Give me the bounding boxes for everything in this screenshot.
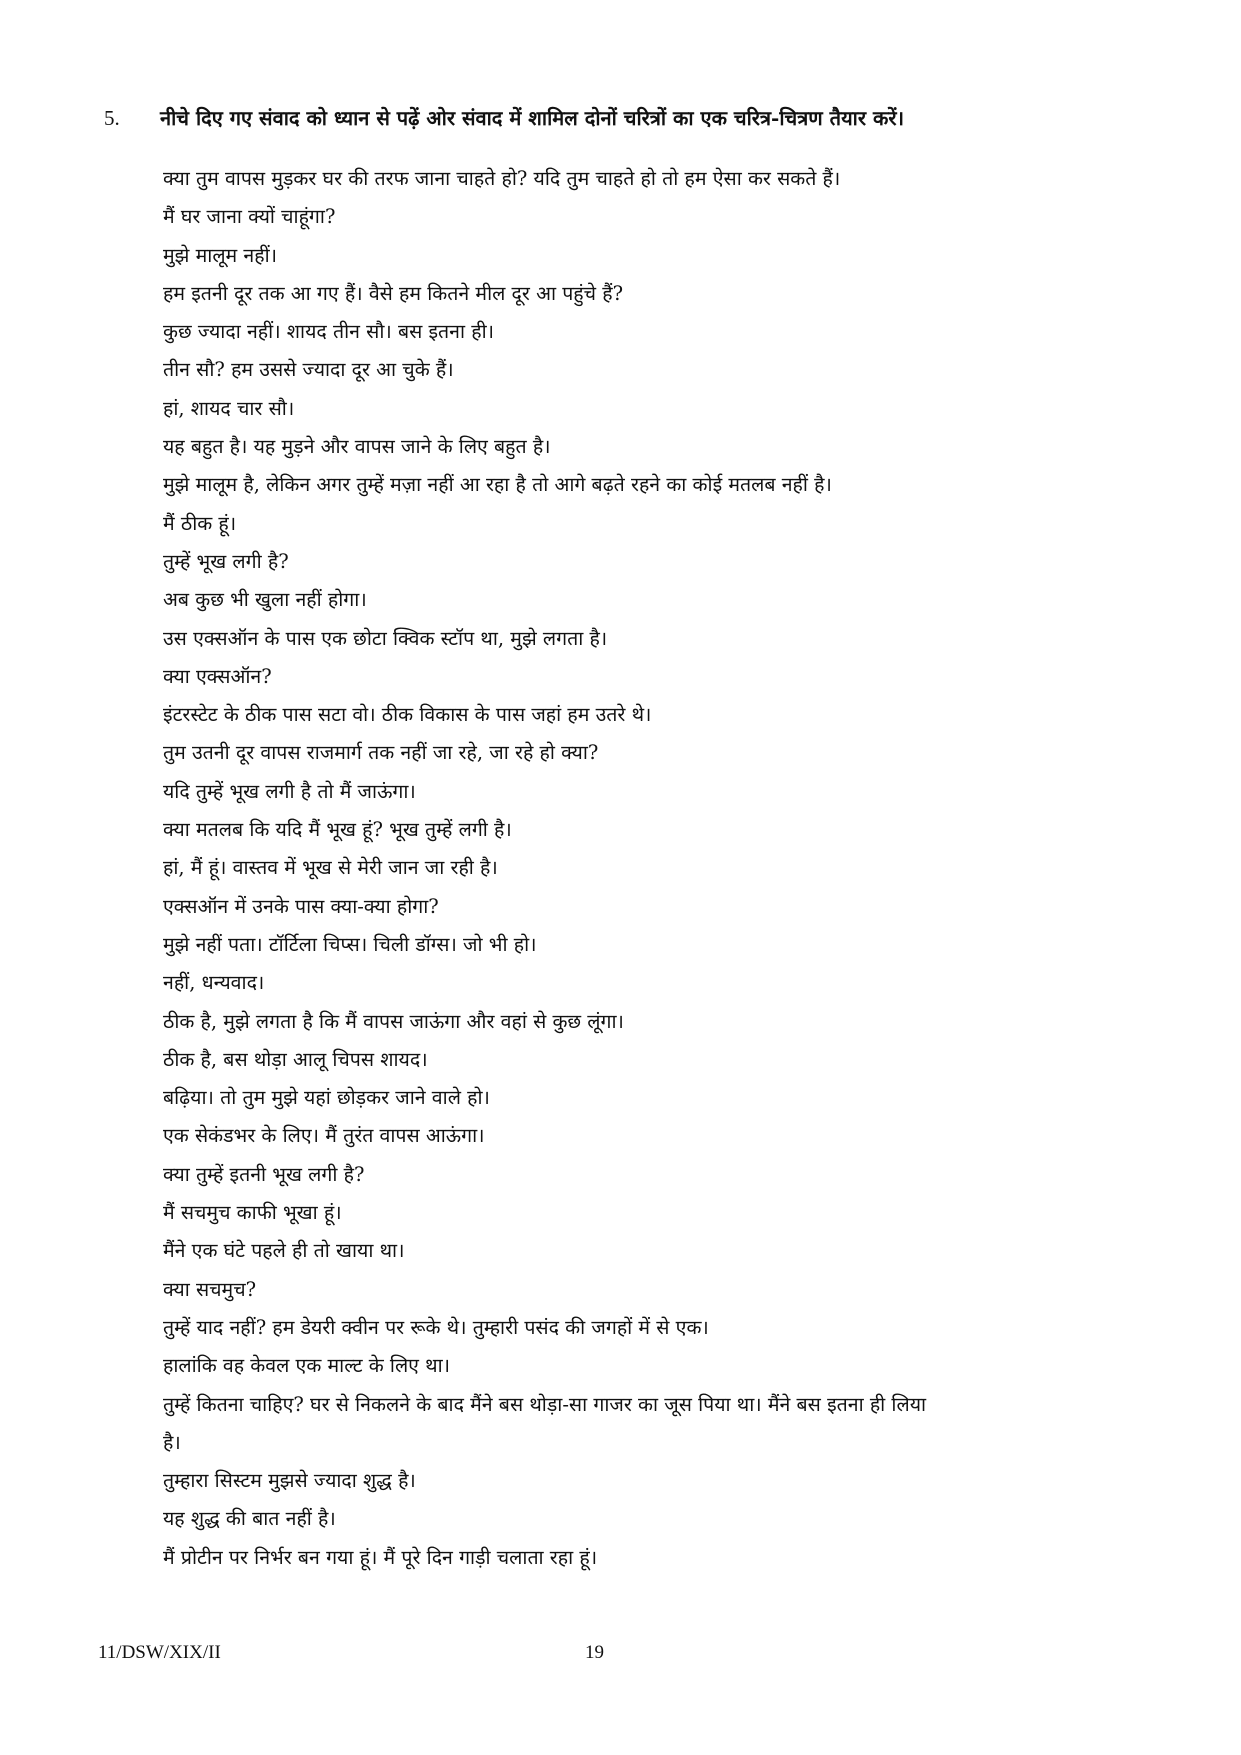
dialogue-line: यदि तुम्हें भूख लगी है तो मैं जाऊंगा। — [163, 779, 416, 803]
dialogue-line: एक्सऑन में उनके पास क्या-क्या होगा? — [163, 894, 439, 918]
dialogue-line: क्या सचमुच? — [163, 1277, 257, 1301]
dialogue-line: यह बहुत है। यह मुड़ने और वापस जाने के लिए बहुत है। — [163, 435, 551, 459]
dialogue-line: हम इतनी दूर तक आ गए हैं। वैसे हम कितने मील दूर आ पहुंचे हैं? — [163, 281, 624, 305]
dialogue-line: नहीं, धन्यवाद। — [163, 971, 265, 995]
dialogue-line: मैंने एक घंटे पहले ही तो खाया था। — [163, 1239, 405, 1263]
dialogue-line: हालांकि वह केवल एक माल्ट के लिए था। — [163, 1354, 451, 1378]
dialogue-line: एक सेकंडभर के लिए। मैं तुरंत वापस आऊंगा। — [163, 1124, 485, 1148]
dialogue-line: तुम्हें कितना चाहिए? घर से निकलने के बाद मैंने बस थोड़ा-सा गाजर का जूस पिया था। मैंने बस इतना ही लिया — [163, 1392, 927, 1416]
dialogue-line: क्या एक्सऑन? — [163, 664, 272, 688]
dialogue-line: क्या तुम्हें इतनी भूख लगी है? — [163, 1162, 365, 1186]
dialogue-line: है। — [163, 1430, 181, 1454]
dialogue-line: अब कुछ भी खुला नहीं होगा। — [163, 588, 367, 612]
page-number: 19 — [585, 1642, 604, 1663]
dialogue-line: मैं ठीक हूं। — [163, 511, 237, 535]
dialogue-line: मुझे नहीं पता। टॉर्टिला चिप्स। चिली डॉग्स। जो भी हो। — [163, 932, 537, 956]
question-text: नीचे दिए गए संवाद को ध्यान से पढ़ें ओर संवाद में शामिल दोनों चरित्रों का एक चरित्र-चित्रण तैयार करें। — [160, 106, 905, 130]
dialogue-line: तीन सौ? हम उससे ज्यादा दूर आ चुके हैं। — [163, 358, 454, 382]
dialogue-line: ठीक है, मुझे लगता है कि मैं वापस जाऊंगा और वहां से कुछ लूंगा। — [163, 1009, 624, 1033]
dialogue-line: तुम्हें भूख लगी है? — [163, 549, 289, 573]
dialogue-line: क्या मतलब कि यदि मैं भूख हूं? भूख तुम्हें लगी है। — [163, 818, 512, 842]
question-number: 5. — [104, 106, 120, 130]
dialogue-line: क्या तुम वापस मुड़कर घर की तरफ जाना चाहते हो? यदि तुम चाहते हो तो हम ऐसा कर सकते हैं। — [163, 167, 841, 190]
dialogue-line: मुझे मालूम है, लेकिन अगर तुम्हें मज़ा नहीं आ रहा है तो आगे बढ़ते रहने का कोई मतलब नहीं है। — [163, 473, 832, 497]
dialogue-line: मैं घर जाना क्यों चाहूंगा? — [163, 205, 336, 229]
dialogue-line: हां, मैं हूं। वास्तव में भूख से मेरी जान जा रही है। — [163, 856, 498, 880]
dialogue-line: तुम्हें याद नहीं? हम डेयरी क्वीन पर रूके थे। तुम्हारी पसंद की जगहों में से एक। — [163, 1315, 709, 1339]
document-code: 11/DSW/XIX/II — [98, 1642, 221, 1663]
dialogue-line: मैं सचमुच काफी भूखा हूं। — [163, 1201, 342, 1225]
dialogue-line: मैं प्रोटीन पर निर्भर बन गया हूं। मैं पूरे दिन गाड़ी चलाता रहा हूं। — [163, 1545, 598, 1569]
dialogue-line: मुझे मालूम नहीं। — [163, 243, 278, 267]
dialogue-line: तुम्हारा सिस्टम मुझसे ज्यादा शुद्ध है। — [163, 1469, 416, 1493]
dialogue-line: उस एक्सऑन के पास एक छोटा क्विक स्टॉप था, मुझे लगता है। — [163, 626, 608, 650]
dialogue-line: तुम उतनी दूर वापस राजमार्ग तक नहीं जा रहे, जा रहे हो क्या? — [163, 741, 599, 765]
dialogue-line: हां, शायद चार सौ। — [163, 396, 295, 420]
dialogue-line: इंटरस्टेट के ठीक पास सटा वो। ठीक विकास के पास जहां हम उतरे थे। — [163, 703, 652, 727]
dialogue-line: यह शुद्ध की बात नहीं है। — [163, 1507, 336, 1531]
dialogue-line: बढ़िया। तो तुम मुझे यहां छोड़कर जाने वाले हो। — [163, 1086, 490, 1110]
dialogue-line: कुछ ज्यादा नहीं। शायद तीन सौ। बस इतना ही। — [163, 320, 495, 344]
question-heading — [104, 104, 1144, 131]
dialogue-text — [163, 160, 1093, 1577]
dialogue-line: ठीक है, बस थोड़ा आलू चिपस शायद। — [163, 1047, 428, 1071]
